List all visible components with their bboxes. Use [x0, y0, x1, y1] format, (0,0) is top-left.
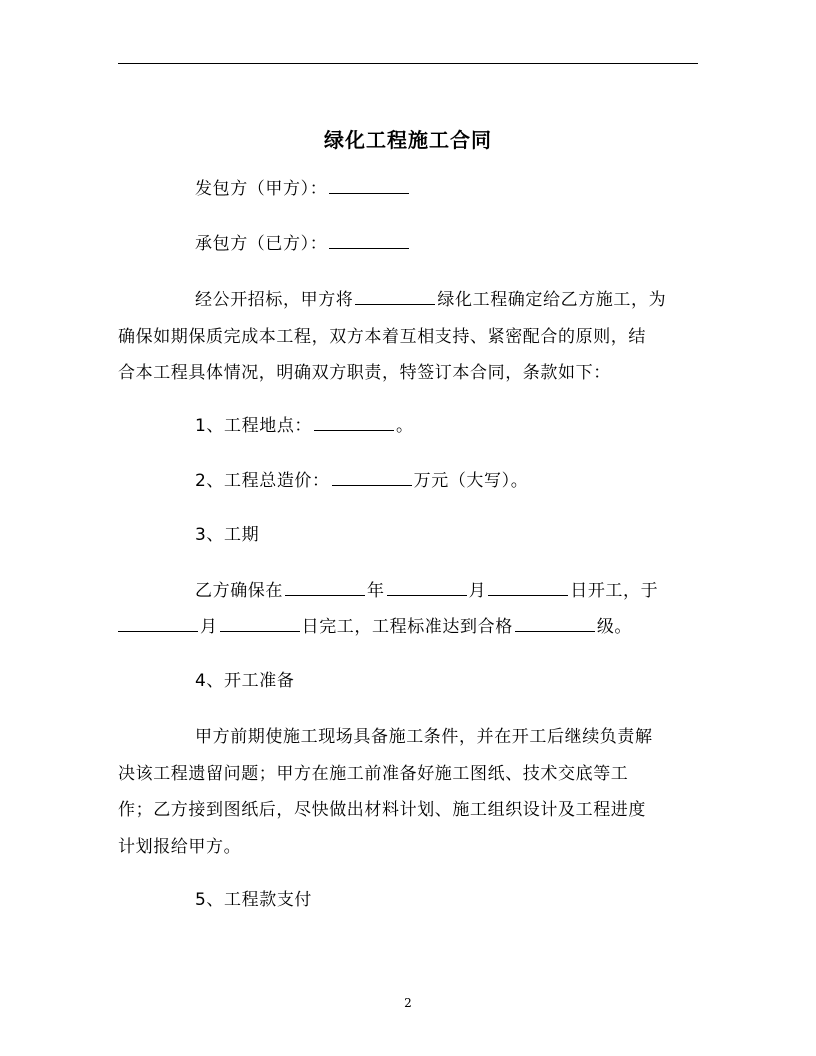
project-name-blank — [355, 303, 435, 305]
clause-1-end: 。 — [396, 416, 414, 436]
clause-1-label: 1、工程地点： — [195, 416, 313, 436]
page-number: 2 — [404, 996, 412, 1010]
clause-3-text: 月 — [200, 617, 218, 637]
party-b-label: 承包方（已方）： — [195, 234, 328, 254]
clause-3-text: 月 — [468, 581, 487, 601]
clause-3-text: 日完工，工程标准达到合格 — [301, 617, 513, 637]
clause-2 — [195, 466, 528, 491]
party-a-blank — [329, 192, 409, 194]
start-month-blank — [387, 594, 467, 596]
clause-4-line-4: 计划报给甲方。 — [118, 837, 242, 857]
party-a-line — [195, 174, 411, 199]
clause-3-line-2 — [118, 612, 632, 637]
intro-text: 经公开招标，甲方将 — [195, 290, 354, 310]
intro-text: 绿化工程确定给乙方施工，为 — [437, 290, 667, 310]
intro-line-1 — [195, 285, 666, 310]
clause-3-text: 级。 — [596, 617, 633, 637]
clause-3-text: 年 — [367, 581, 385, 601]
party-a-label: 发包方（甲方）： — [195, 179, 328, 199]
clause-3-heading: 3、工期 — [195, 525, 260, 545]
start-day-blank — [488, 594, 568, 596]
intro-line-2: 确保如期保质完成本工程，双方本着互相支持、紧密配合的原则，结 — [118, 327, 646, 347]
grade-blank — [515, 630, 595, 632]
location-blank — [314, 429, 394, 431]
clause-4-line-2: 决该工程遗留问题；甲方在施工前准备好施工图纸、技术交底等工 — [118, 764, 629, 784]
clause-4-line-1: 甲方前期使施工现场具备施工条件，并在开工后继续负责解 — [195, 727, 653, 747]
cost-blank — [332, 484, 412, 486]
intro-line-3: 合本工程具体情况，明确双方职责，特签订本合同，条款如下： — [118, 363, 611, 383]
clause-4-line-3: 作；乙方接到图纸后，尽快做出材料计划、施工组织设计及工程进度 — [118, 800, 646, 820]
start-year-blank — [285, 594, 365, 596]
clause-2-end: 万元（大写）。 — [413, 471, 529, 491]
clause-3-line-1 — [195, 576, 658, 601]
header-rule — [118, 63, 698, 64]
document-title: 绿化工程施工合同 — [324, 128, 492, 152]
end-month-blank — [118, 630, 198, 632]
clause-4-heading: 4、开工准备 — [195, 671, 295, 691]
clause-3-text: 日开工，于 — [570, 581, 659, 601]
clause-5-heading: 5、工程款支付 — [195, 890, 313, 910]
clause-2-label: 2、工程总造价： — [195, 471, 330, 491]
party-b-line — [195, 229, 411, 254]
clause-3-text: 乙方确保在 — [195, 581, 283, 601]
end-day-blank — [220, 630, 300, 632]
party-b-blank — [329, 247, 409, 249]
clause-1 — [195, 411, 414, 436]
